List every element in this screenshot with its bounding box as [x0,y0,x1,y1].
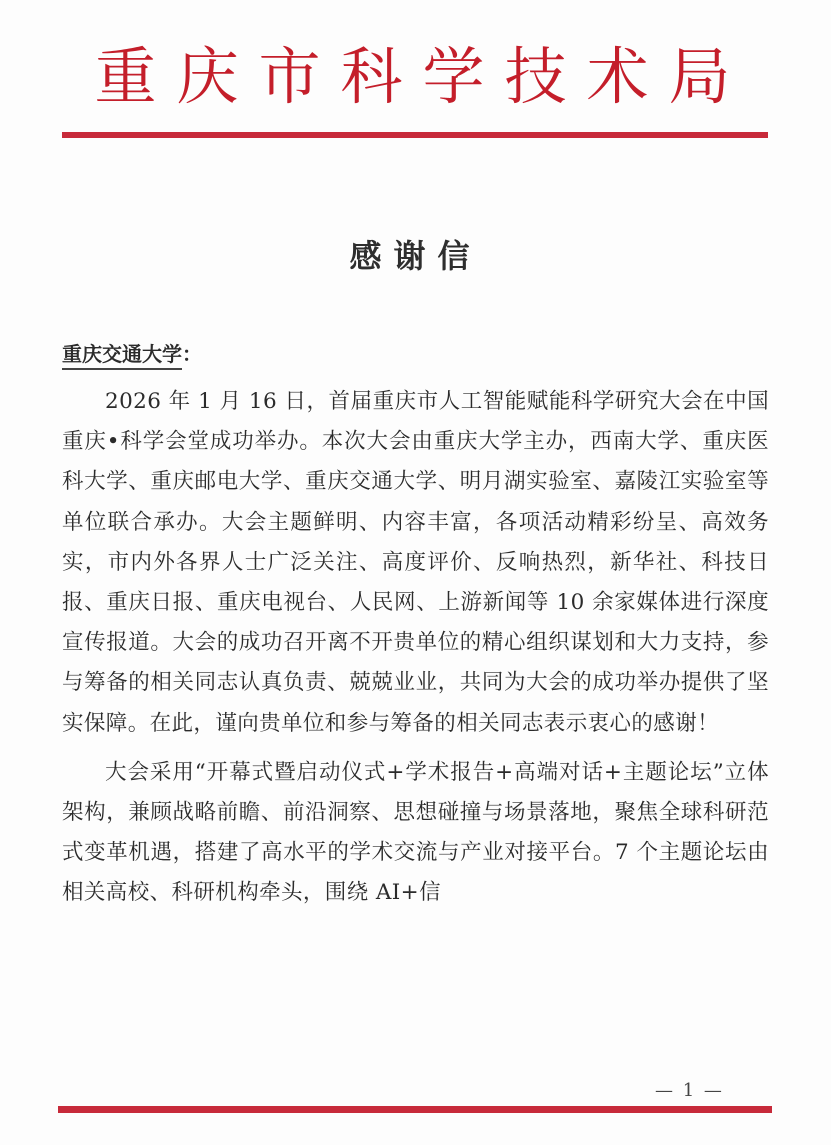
salutation [62,344,202,364]
document-title: 感谢信 [349,237,482,275]
recipient-name: 重庆交通大学 [62,342,182,370]
paragraph: 大会采用“开幕式暨启动仪式+学术报告+高端对话+主题论坛”立体架构，兼顾战略前瞻、前沿洞察、思想碰撞与场景落地，聚焦全球科研范式变革机遇，搭建了高水平的学术交流与产业对接平台。7 个主题论坛由相关高校、科研机构牵头，围绕 AI+信 [62,759,769,906]
letter-body [62,382,769,914]
footer-divider [58,1106,772,1113]
org-masthead: 重庆市科学技术局 [94,40,751,113]
masthead-divider [62,132,768,138]
page-number: — 1 — [655,1080,724,1101]
paragraph: 2026 年 1 月 16 日，首届重庆市人工智能赋能科学研究大会在中国重庆•科学会堂成功举办。本次大会由重庆大学主办，西南大学、重庆医科大学、重庆邮电大学、重庆交通大学、明月湖实验室、嘉陵江实验室等单位联合承办。大会主题鲜明、内容丰富，各项活动精彩纷呈、高效务实，市内外各界人士广泛关注、高度评价、反响热烈，新华社、科技日报、重庆日报、重庆电视台、人民网、上游新闻等 10 余家媒体进行深度宣传报道。大会的成功召开离不开贵单位的精心组织谋划和大力支持，参与筹备的相关同志认真负责、兢兢业业，共同为大会的成功举办提供了坚实保障。在此，谨向贵单位和参与筹备的相关同志表示衷心的感谢！ [62,389,769,736]
salutation-colon: ： [182,342,202,366]
